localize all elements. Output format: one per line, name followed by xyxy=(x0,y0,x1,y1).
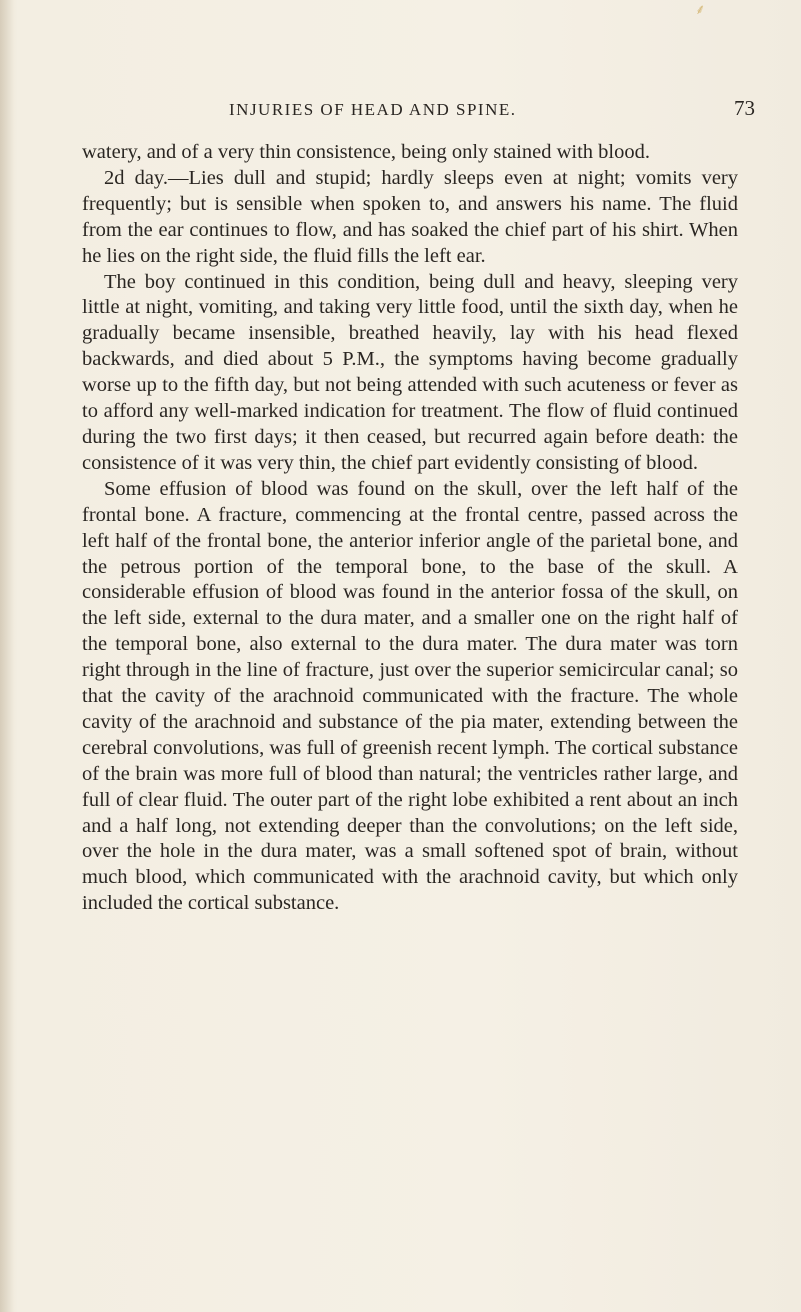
page-number: 73 xyxy=(734,96,755,120)
ink-stain-mark: ⸙ xyxy=(695,3,706,18)
running-head: INJURIES OF HEAD AND SPINE. xyxy=(229,100,517,119)
paragraph-autopsy: Some effusion of blood was found on the skull, over the left half of the frontal bone. A fracture, commencing at the frontal centre, passed across the left half of the frontal bone, the anterior inferior angle of the parietal bone, and the petrous portion of the temporal bone, to the base of the skull. A considerable effusion of blood was found in the anterior fossa of the skull, on the left side, external to the dura mater, and a smaller one on the right half of the temporal bone, also external to the dura mater. The dura mater was torn right through in the line of fracture, just over the superior semicircular canal; so that the cavity of the arachnoid communicated with the fracture. The whole cavity of the arachnoid and substance of the pia mater, extending between the cerebral convolutions, was full of greenish recent lymph. The cortical substance of the brain was more full of blood than natural; the ventricles rather large, and full of clear fluid. The outer part of the right lobe exhibited a rent about an inch and a half long, not extending deeper than the convolutions; on the left side, over the hole in the dura mater, was a small softened spot of brain, without much blood, which communicated with the arachnoid cavity, but which only included the cortical substance. xyxy=(82,477,738,915)
paragraph-progression: The boy continued in this condition, being dull and heavy, sleeping very little at night, vomiting, and taking very little food, until the sixth day, when he gradually became insensible, breathed heavily, lay with his head flexed backwards, and died about 5 P.M., the symptoms having become gradually worse up to the fifth day, but not being attended with such acuteness or fever as to afford any well-marked indication for treatment. The flow of fluid continued during the two first days; it then ceased, but recurred again before death: the consistence of it was very thin, the chief part evidently consisting of blood. xyxy=(82,270,738,474)
gutter-shadow xyxy=(0,0,14,1312)
paragraph-continuation: watery, and of a very thin consistence, being only stained with blood. xyxy=(82,141,650,163)
page-header xyxy=(0,96,801,126)
paragraph-second-day: 2d day.—Lies dull and stupid; hardly sleeps even at night; vomits very frequently; but is sensible when spoken to, and answers his name. The fluid from the ear continues to flow, and has soaked the chief part of his shirt. When he lies on the right side, the fluid fills the left ear. xyxy=(82,166,738,267)
body-text xyxy=(82,140,738,917)
